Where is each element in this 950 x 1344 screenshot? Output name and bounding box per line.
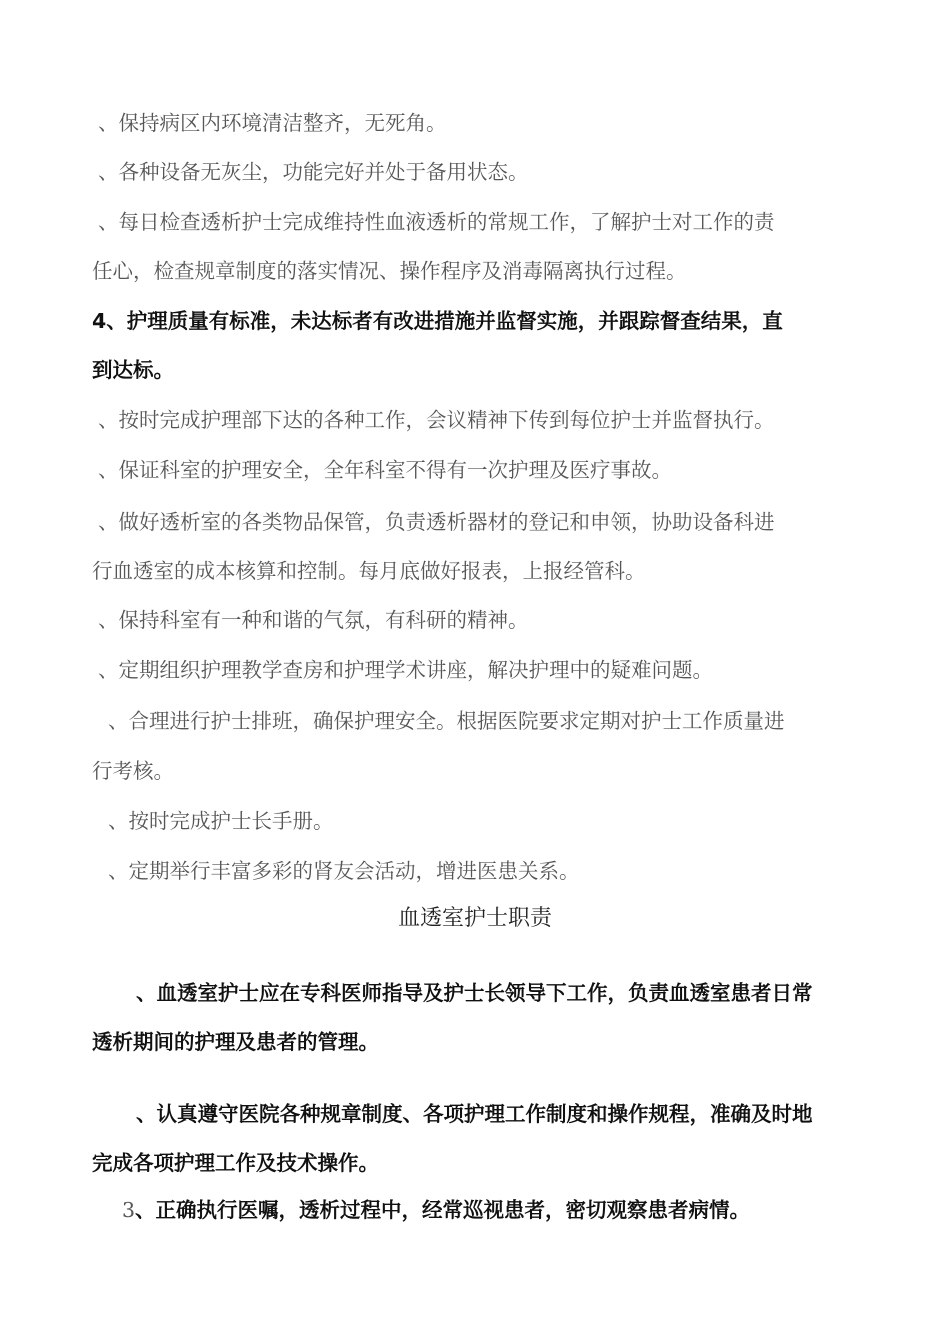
duty-line: 、做好透析室的各类物品保管，负责透析器材的登记和申领，协助设备科进	[98, 510, 775, 534]
duty-line: 、保持科室有一种和谐的气氛，有科研的精神。	[98, 608, 529, 632]
duty-line: 、按时完成护士长手册。	[108, 809, 334, 833]
item-number: 3	[122, 1198, 136, 1222]
nurse-duty-line: 、血透室护士应在专科医师指导及护士长领导下工作，负责血透室患者日常	[136, 981, 813, 1005]
duty-line: 、每日检查透析护士完成维持性血液透析的常规工作，了解护士对工作的责	[98, 210, 775, 234]
duty-line: 行血透室的成本核算和控制。每月底做好报表，上报经管科。	[92, 559, 646, 583]
nurse-duty-line	[122, 1195, 750, 1225]
duty-line: 行考核。	[92, 759, 174, 783]
duty-line: 任心，检查规章制度的落实情况、操作程序及消毒隔离执行过程。	[92, 259, 687, 283]
nurse-duty-line: 透析期间的护理及患者的管理。	[92, 1030, 379, 1054]
duty-line: 、定期举行丰富多彩的肾友会活动，增进医患关系。	[108, 859, 580, 883]
duty-line: 、定期组织护理教学查房和护理学术讲座，解决护理中的疑难问题。	[98, 658, 713, 682]
nurse-duty-line: 完成各项护理工作及技术操作。	[92, 1151, 379, 1175]
item-text: 、正确执行医嘱，透析过程中，经常巡视患者，密切观察患者病情。	[135, 1198, 751, 1222]
duty-line: 、各种设备无灰尘，功能完好并处于备用状态。	[98, 160, 529, 184]
section-title: 血透室护士职责	[397, 906, 552, 931]
nurse-duty-line: 、认真遵守医院各种规章制度、各项护理工作制度和操作规程，准确及时地	[136, 1102, 813, 1126]
duty-line: 、按时完成护理部下达的各种工作，会议精神下传到每位护士并监督执行。	[98, 408, 775, 432]
duty-line: 、保证科室的护理安全，全年科室不得有一次护理及医疗事故。	[98, 458, 672, 482]
duty-line: 、保持病区内环境清洁整齐，无死角。	[98, 111, 447, 135]
duty-line: 、合理进行护士排班，确保护理安全。根据医院要求定期对护士工作质量进	[108, 709, 785, 733]
quality-heading-line: 到达标。	[92, 358, 174, 382]
quality-heading-line: 4、护理质量有标准，未达标者有改进措施并监督实施，并跟踪督查结果，直	[92, 309, 783, 333]
